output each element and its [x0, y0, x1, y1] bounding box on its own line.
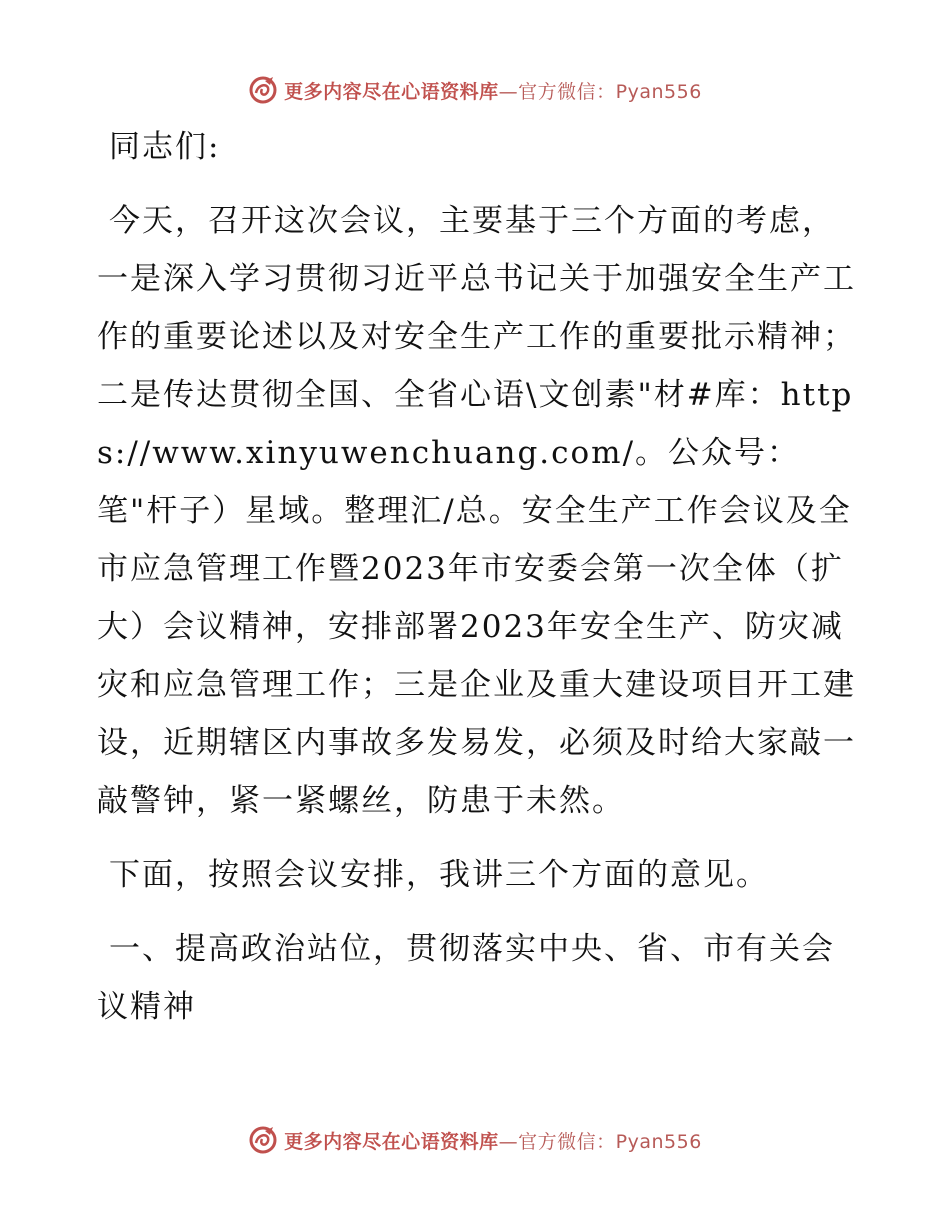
swirl-logo-icon: [248, 1125, 278, 1155]
section-heading: 一、提高政治站位，贯彻落实中央、省、市有关会议精神: [97, 931, 835, 1025]
body-paragraph: 今天，召开这次会议，主要基于三个方面的考虑，一是深入学习贯彻习近平总书记关于加强安全生产工作的重要论述以及对安全生产工作的重要批示精神；二是传达贯彻全国、全省心语\文创素"材#库：https://www.xinyuwenchuang.com/。公众号：笔"杆子）星域。整理汇/总。安全生产工作会议及全市应急管理工作暨2023年市安委会第一次全体（扩大）会议精神，安排部署2023年安全生产、防灾减灾和应急管理工作；三是企业及重大建设项目开工建设，近期辖区内事故多发易发，必须及时给大家敲一敲警钟，紧一紧螺丝，防患于未然。: [97, 203, 856, 819]
footer-banner-contact: —官方微信：Pyan556: [498, 1130, 702, 1153]
footer-banner: [0, 1120, 950, 1160]
footer-banner-text: [284, 1127, 702, 1154]
footer-banner-title: 更多内容尽在心语资料库: [284, 1130, 499, 1153]
header-banner: [0, 70, 950, 110]
document-body: [97, 118, 857, 1036]
header-banner-title: 更多内容尽在心语资料库: [284, 80, 499, 103]
greeting: 同志们:: [109, 129, 221, 165]
next-paragraph: 下面，按照会议安排，我讲三个方面的意见。: [109, 857, 769, 893]
swirl-logo-icon: [248, 75, 278, 105]
header-banner-contact: —官方微信：Pyan556: [498, 80, 702, 103]
header-banner-text: [284, 77, 702, 104]
